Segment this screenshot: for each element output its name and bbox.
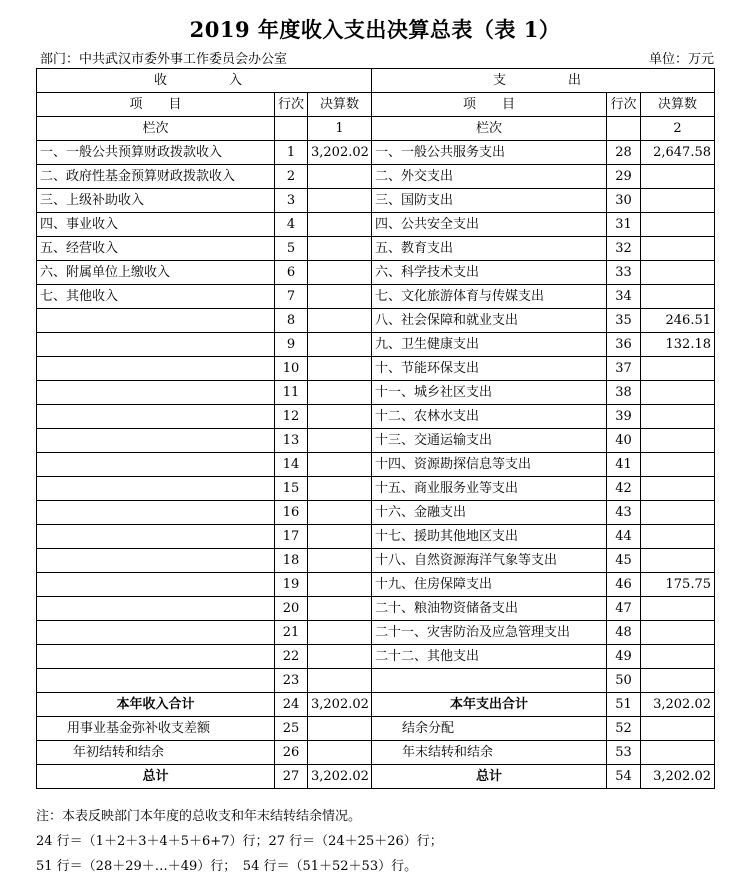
income-item: [37, 429, 275, 453]
income-amount: [308, 333, 372, 357]
income-amount: [308, 621, 372, 645]
expense-line-no: 37: [607, 357, 641, 381]
expense-amount: [641, 669, 715, 693]
income-item: [37, 309, 275, 333]
expense-line-no: 36: [607, 333, 641, 357]
income-line-no: 18: [275, 549, 308, 573]
unit-label: 单位：万元: [648, 52, 714, 67]
income-item: 七、其他收入: [37, 285, 275, 309]
income-amount: [308, 381, 372, 405]
expense-item: [372, 669, 607, 693]
expense-amount: [641, 285, 715, 309]
expense-line-no: 42: [607, 477, 641, 501]
expense-line-no: 38: [607, 381, 641, 405]
expense-line-no: 39: [607, 405, 641, 429]
income-line-no: 9: [275, 333, 308, 357]
expense-amount: [641, 405, 715, 429]
expense-amount: 175.75: [641, 573, 715, 597]
expense-item: 九、卫生健康支出: [372, 333, 607, 357]
income-line-no: 12: [275, 405, 308, 429]
expense-line-no: 35: [607, 309, 641, 333]
income-item: [37, 525, 275, 549]
table-row: [37, 189, 715, 213]
expense-item: 二十二、其他支出: [372, 645, 607, 669]
income-amount: [308, 261, 372, 285]
final-accounts-table: [36, 68, 715, 789]
income-amount: [308, 477, 372, 501]
income-item: [37, 333, 275, 357]
note-line: 51 行＝（28＋29＋…＋49）行； 54 行＝（51＋52＋53）行。: [36, 859, 418, 874]
income-amount: [308, 285, 372, 309]
expense-line-no: 34: [607, 285, 641, 309]
expense-end-carryover-amount: [641, 741, 715, 765]
income-amount: [308, 549, 372, 573]
expense-amount: [641, 477, 715, 501]
expense-line-no: 33: [607, 261, 641, 285]
income-line-no: 3: [275, 189, 308, 213]
income-item: [37, 477, 275, 501]
expense-item: 十九、住房保障支出: [372, 573, 607, 597]
income-item: [37, 381, 275, 405]
table-row: [37, 261, 715, 285]
income-line-no: 11: [275, 381, 308, 405]
income-line-no: 4: [275, 213, 308, 237]
income-grand-total-amount: 3,202.02: [308, 765, 372, 789]
income-fund-amount: [308, 717, 372, 741]
expense-grand-total-label: 总计: [372, 765, 607, 789]
expense-amount: [641, 189, 715, 213]
income-amount: [308, 213, 372, 237]
expense-amount: [641, 549, 715, 573]
income-line-header: 行次: [275, 93, 308, 117]
table-row: [37, 453, 715, 477]
expense-line-no: 44: [607, 525, 641, 549]
expense-line-no: 47: [607, 597, 641, 621]
income-begin-carryover-label: 年初结转和结余: [37, 741, 275, 765]
income-begin-carryover-line: 26: [275, 741, 308, 765]
income-amount: [308, 645, 372, 669]
income-item: [37, 645, 275, 669]
income-column-label: 栏次: [37, 117, 275, 141]
expense-amount: 2,647.58: [641, 141, 715, 165]
expense-amount: [641, 501, 715, 525]
expense-item: 一、一般公共服务支出: [372, 141, 607, 165]
expense-year-total-line: 51: [607, 693, 641, 717]
page-title: 2019 年度收入支出决算总表（表 1）: [189, 17, 561, 42]
expense-item-header: 项 目: [372, 93, 607, 117]
expense-amount: [641, 165, 715, 189]
expense-amount: [641, 261, 715, 285]
income-line-no: 16: [275, 501, 308, 525]
income-line-no: 6: [275, 261, 308, 285]
income-line-no: 13: [275, 429, 308, 453]
expense-amount: [641, 453, 715, 477]
income-item: 四、事业收入: [37, 213, 275, 237]
expense-item: 十四、资源勘探信息等支出: [372, 453, 607, 477]
table-row-fund: [37, 717, 715, 741]
table-row-year-total: [37, 693, 715, 717]
expense-grand-total-line: 54: [607, 765, 641, 789]
expense-item: 二十、粮油物资储备支出: [372, 597, 607, 621]
expense-year-total-amount: 3,202.02: [641, 693, 715, 717]
expense-item: 十一、城乡社区支出: [372, 381, 607, 405]
income-item: 五、经营收入: [37, 237, 275, 261]
expense-line-no: 28: [607, 141, 641, 165]
table-row: [37, 405, 715, 429]
income-item-header: 项 目: [37, 93, 275, 117]
expense-item: 十二、农林水支出: [372, 405, 607, 429]
expense-distribution-amount: [641, 717, 715, 741]
expense-distribution-label: 结余分配: [372, 717, 607, 741]
income-line-no: 15: [275, 477, 308, 501]
expense-line-no: 41: [607, 453, 641, 477]
expense-column-label: 栏次: [372, 117, 607, 141]
expense-distribution-line: 52: [607, 717, 641, 741]
expense-item: 十七、援助其他地区支出: [372, 525, 607, 549]
income-line-no: 2: [275, 165, 308, 189]
table-row: [37, 357, 715, 381]
expense-grand-total-amount: 3,202.02: [641, 765, 715, 789]
income-line-no: 23: [275, 669, 308, 693]
table-row: [37, 549, 715, 573]
expense-amount: [641, 621, 715, 645]
income-item: [37, 501, 275, 525]
department-label: 部门：中共武汉市委外事工作委员会办公室: [40, 52, 288, 67]
expense-end-carryover-label: 年末结转和结余: [372, 741, 607, 765]
income-item: [37, 357, 275, 381]
expense-item: 十三、交通运输支出: [372, 429, 607, 453]
income-item: [37, 621, 275, 645]
income-line-no: 7: [275, 285, 308, 309]
expense-line-no: 32: [607, 237, 641, 261]
expense-line-no: 46: [607, 573, 641, 597]
expense-item: 七、文化旅游体育与传媒支出: [372, 285, 607, 309]
income-item: 六、附属单位上缴收入: [37, 261, 275, 285]
income-line-no: 14: [275, 453, 308, 477]
income-item: 二、政府性基金预算财政拨款收入: [37, 165, 275, 189]
income-year-total-line: 24: [275, 693, 308, 717]
expense-end-carryover-line: 53: [607, 741, 641, 765]
expense-amount: [641, 381, 715, 405]
income-amount: [308, 165, 372, 189]
table-row: [37, 381, 715, 405]
income-column-number: 1: [308, 117, 372, 141]
expense-amount: [641, 645, 715, 669]
income-amount: [308, 597, 372, 621]
income-fund-label: 用事业基金弥补收支差额: [37, 717, 275, 741]
expense-column-blank: [607, 117, 641, 141]
income-line-no: 10: [275, 357, 308, 381]
income-item: [37, 453, 275, 477]
table-row: [37, 429, 715, 453]
income-item: [37, 597, 275, 621]
income-line-no: 1: [275, 141, 308, 165]
income-amount-header: 决算数: [308, 93, 372, 117]
income-line-no: 20: [275, 597, 308, 621]
expense-section-header: 支 出: [372, 69, 715, 93]
income-line-no: 8: [275, 309, 308, 333]
table-row: [37, 645, 715, 669]
table-notes: [36, 804, 443, 879]
totals-body: [37, 693, 715, 789]
income-amount: [308, 453, 372, 477]
expense-line-no: 45: [607, 549, 641, 573]
expense-amount: [641, 597, 715, 621]
income-item: [37, 549, 275, 573]
expense-item: 十、节能环保支出: [372, 357, 607, 381]
income-line-no: 19: [275, 573, 308, 597]
header-row-section: [37, 69, 715, 93]
table-row: [37, 285, 715, 309]
income-item: [37, 573, 275, 597]
expense-item: 二、外交支出: [372, 165, 607, 189]
expense-year-total-label: 本年支出合计: [372, 693, 607, 717]
income-grand-total-line: 27: [275, 765, 308, 789]
expense-item: 四、公共安全支出: [372, 213, 607, 237]
expense-line-no: 29: [607, 165, 641, 189]
table-row-grand-total: [37, 765, 715, 789]
table-row: [37, 333, 715, 357]
income-line-no: 21: [275, 621, 308, 645]
expense-line-no: 48: [607, 621, 641, 645]
table-row: [37, 525, 715, 549]
table-row: [37, 237, 715, 261]
income-item: 一、一般公共预算财政拨款收入: [37, 141, 275, 165]
table-body: [37, 141, 715, 693]
income-section-header: 收 入: [37, 69, 372, 93]
expense-item: 十五、商业服务业等支出: [372, 477, 607, 501]
income-amount: [308, 429, 372, 453]
expense-amount: [641, 525, 715, 549]
expense-amount: [641, 213, 715, 237]
income-line-no: 17: [275, 525, 308, 549]
income-amount: [308, 573, 372, 597]
expense-line-no: 43: [607, 501, 641, 525]
expense-item: 六、科学技术支出: [372, 261, 607, 285]
income-amount: [308, 237, 372, 261]
table-row: [37, 141, 715, 165]
income-amount: [308, 357, 372, 381]
income-amount: 3,202.02: [308, 141, 372, 165]
expense-item: 十六、金融支出: [372, 501, 607, 525]
expense-line-no: 40: [607, 429, 641, 453]
expense-item: 三、国防支出: [372, 189, 607, 213]
income-grand-total-label: 总计: [37, 765, 275, 789]
table-row: [37, 477, 715, 501]
income-begin-carryover-amount: [308, 741, 372, 765]
income-amount: [308, 189, 372, 213]
table-row: [37, 621, 715, 645]
table-row: [37, 165, 715, 189]
expense-amount: [641, 237, 715, 261]
income-amount: [308, 405, 372, 429]
income-amount: [308, 501, 372, 525]
expense-column-number: 2: [641, 117, 715, 141]
table-row: [37, 573, 715, 597]
income-item: [37, 669, 275, 693]
expense-item: 八、社会保障和就业支出: [372, 309, 607, 333]
expense-amount: 132.18: [641, 333, 715, 357]
expense-amount: [641, 429, 715, 453]
expense-line-header: 行次: [607, 93, 641, 117]
table-row: [37, 309, 715, 333]
expense-amount: 246.51: [641, 309, 715, 333]
table-row: [37, 669, 715, 693]
table-row-carryover: [37, 741, 715, 765]
table-row: [37, 501, 715, 525]
income-amount: [308, 309, 372, 333]
header-row-columns: [37, 93, 715, 117]
income-line-no: 22: [275, 645, 308, 669]
expense-item: 二十一、灾害防治及应急管理支出: [372, 621, 607, 645]
income-amount: [308, 669, 372, 693]
expense-amount: [641, 357, 715, 381]
table-row: [37, 213, 715, 237]
income-item: [37, 405, 275, 429]
expense-amount-header: 决算数: [641, 93, 715, 117]
income-amount: [308, 525, 372, 549]
table-row: [37, 597, 715, 621]
expense-line-no: 31: [607, 213, 641, 237]
expense-line-no: 30: [607, 189, 641, 213]
income-line-no: 5: [275, 237, 308, 261]
note-line: 24 行＝（1＋2＋3＋4＋5＋6+7）行；27 行＝（24＋25＋26）行；: [36, 834, 443, 849]
header-row-column-index: [37, 117, 715, 141]
income-fund-line: 25: [275, 717, 308, 741]
expense-item: 十八、自然资源海洋气象等支出: [372, 549, 607, 573]
income-item: 三、上级补助收入: [37, 189, 275, 213]
expense-line-no: 50: [607, 669, 641, 693]
expense-item: 五、教育支出: [372, 237, 607, 261]
income-column-blank: [275, 117, 308, 141]
income-year-total-amount: 3,202.02: [308, 693, 372, 717]
note-line: 注：本表反映部门本年度的总收支和年末结转结余情况。: [36, 809, 362, 824]
expense-line-no: 49: [607, 645, 641, 669]
income-year-total-label: 本年收入合计: [37, 693, 275, 717]
